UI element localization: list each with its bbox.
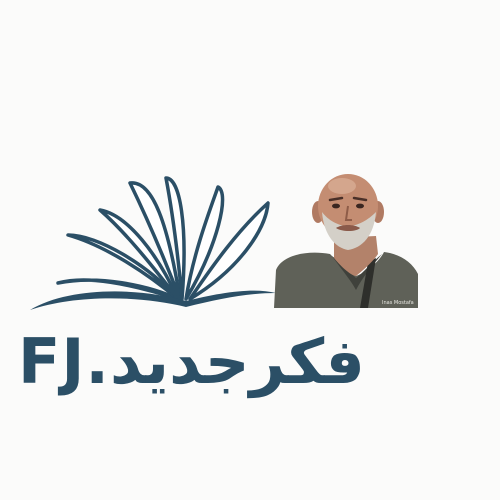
portrait-caption: Inas Mostafa [382,300,414,306]
open-book-icon [28,175,278,320]
brand-wordmark: FJ.فكرجديد [18,325,365,398]
portrait-photo [272,150,432,310]
